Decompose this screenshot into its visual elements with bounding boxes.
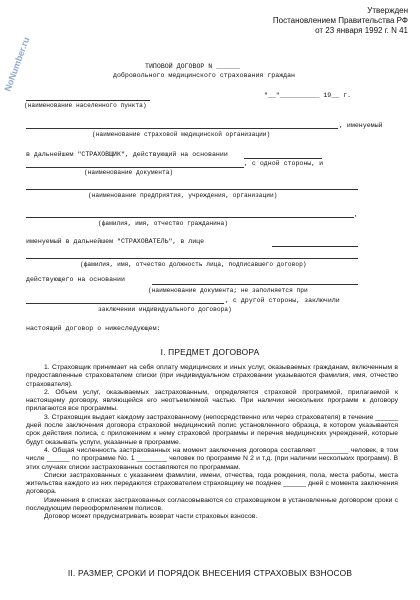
approval-line-2: Постановлением Правительства РФ (272, 16, 408, 25)
one-side-text: , с одной стороны, и (244, 160, 324, 167)
paragraph-6: Изменения в списках застрахованных согласовываются со страховщиком в установленные договором сроки с последующим переоформлением полисов. (26, 496, 398, 513)
section-2-title: II. РАЗМЕР, СРОКИ И ПОРЯДОК ВНЕСЕНИЯ СТРАХОВЫХ ВЗНОСОВ (67, 568, 353, 578)
insurer-name-field (26, 128, 338, 129)
enterprise-field (26, 189, 358, 190)
paragraph-4: 4. Общая численность застрахованных на момент заключения договора составляет ________ человек, в том числе ______ по программе No. 1 ________ человек по программе N 2 и т.д. (при наличии нескольких программ). В этих случаях списки застрахованных составляются по программам. (26, 446, 398, 471)
policyholder-label: именуемый в дальнейшем "СТРАХОВАТЕЛЬ", в лице (26, 238, 205, 245)
basis-field (244, 158, 322, 159)
person-hint: (фамилия, имя, отчество гражданина) (98, 220, 228, 227)
other-side-text: , с другой стороны, заключили (225, 297, 340, 304)
approval-block (273, 6, 408, 36)
date-line: "__"__________ 19__ г. (264, 92, 352, 99)
approval-line-1: Утвержден (367, 6, 408, 15)
acting-basis-field-2 (26, 303, 224, 304)
individual-hint: заключении индивидуального договора) (98, 306, 232, 313)
intro-text: настоящий договор о нижеследующем: (26, 325, 161, 332)
doc-hint-2: (наименование документа; не заполняется при (148, 287, 308, 294)
acting-basis-field (152, 284, 358, 285)
locality-field (26, 100, 150, 101)
paragraph-3: 3. Страховщик выдает каждому застрахованному (непосредственно или через страхователя) в течение ______ дней после заключения договора страховой медицинский полис установленного образца, в котором указывается срок действия полиса, с приложением к нему страховой программы и перечня медицинских учреждений, которые будут оказывать услуги, указанные в программе. (26, 413, 398, 446)
representative-field (272, 246, 358, 247)
comma-named-text: , именуемый (339, 122, 383, 129)
paragraph-1: 1. Страховщик принимает на себя оплату медицинских и иных услуг, оказываемых гражданам, включенным в предоставленные страхователем списки (при индивидуальном страховании указываются фамилия, имя, отчество страхователя). (26, 364, 398, 388)
insurer-label: в дальнейшем "СТРАХОВЩИК", действующий на основании (26, 151, 228, 158)
watermark-text: NoNumber.ru (2, 35, 32, 93)
signer-hint: (фамилия, имя, отчество должность лица, подписавшего договор) (80, 261, 307, 268)
paragraph-5: Списки застрахованных с указанием фамилии, имени, отчества, года рождения, пола, места работы, места жительства каждого из них передаются страхователем страховщику не позднее ______ дней с момента заключения договора. (26, 471, 398, 496)
approval-line-3: от 23 января 1992 г. N 41 (315, 26, 408, 35)
contract-title: ТИПОВОЙ ДОГОВОР N ______ (145, 63, 240, 70)
person-field (26, 217, 354, 218)
section-1-body (26, 364, 398, 522)
enterprise-hint: (наименование предприятия, учреждения, организации) (88, 192, 278, 199)
locality-hint: (наименование населенного пункта) (24, 102, 147, 109)
comma-1: , (354, 211, 358, 218)
document-hint: (наименование документа) (84, 169, 174, 176)
acting-label: действующего на основании (26, 276, 125, 283)
watermark-logo (0, 0, 44, 100)
insurer-hint: (наименование страховой медицинской организации) (92, 131, 271, 138)
paragraph-7: Договор может предусматривать возврат части страховых взносов. (44, 513, 258, 521)
section-1-title: I. ПРЕДМЕТ ДОГОВОРА (160, 347, 260, 357)
representative-field-2 (26, 258, 358, 259)
paragraph-2: 2. Объем услуг, оказываемых застрахованным, определяется страховой программой, прилагаемой к настоящему договору, являющейся его неотъемлемой частью. При наличии нескольких программ к договору прилагаются все программы. (26, 388, 398, 413)
basis-field-2 (26, 167, 244, 168)
contract-subtitle: добровольного медицинского страхования граждан (113, 72, 296, 79)
